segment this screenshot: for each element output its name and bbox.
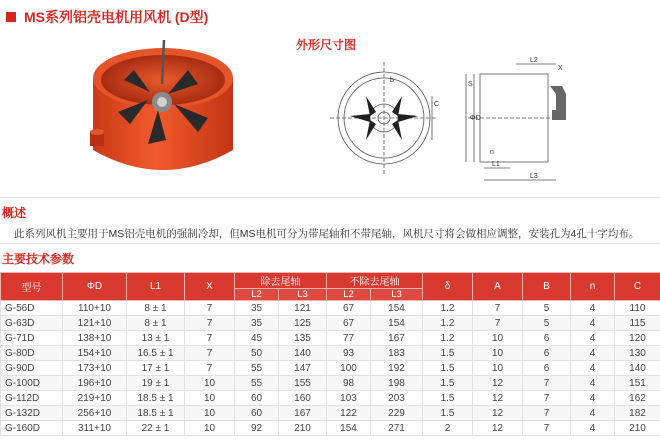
table-row xyxy=(1,406,660,421)
table-cell: 154 xyxy=(327,421,371,436)
table-row xyxy=(1,316,660,331)
table-row xyxy=(1,301,660,316)
label-l2: L2 xyxy=(530,57,538,64)
dimension-drawing xyxy=(330,56,650,188)
table-cell: 12 xyxy=(473,421,523,436)
table-cell: 50 xyxy=(235,346,279,361)
table-cell: 147 xyxy=(279,361,327,376)
overview-heading: 概述 xyxy=(2,206,27,220)
table-cell: 229 xyxy=(371,406,423,421)
table-cell: 210 xyxy=(615,421,660,436)
table-cell: 135 xyxy=(279,331,327,346)
model-cell: G-63D xyxy=(1,316,63,331)
table-cell: 4 xyxy=(571,346,615,361)
header-phi-d: ΦD xyxy=(63,273,127,301)
label-phi-d: ΦD xyxy=(470,115,481,122)
label-b: b xyxy=(390,77,394,84)
model-cell: G-132D xyxy=(1,406,63,421)
label-l3: L3 xyxy=(530,173,538,180)
label-x: X xyxy=(558,65,563,72)
header-delta: δ xyxy=(423,273,473,301)
table-cell: 1.2 xyxy=(423,316,473,331)
table-row xyxy=(1,376,660,391)
spec-table-body xyxy=(1,301,660,436)
table-cell: 120 xyxy=(615,331,660,346)
header-with-shaft: 除去尾轴 xyxy=(235,273,327,289)
table-cell: 12 xyxy=(473,406,523,421)
table-cell: 17 ± 1 xyxy=(127,361,185,376)
table-cell: 140 xyxy=(615,361,660,376)
table-cell: 7 xyxy=(473,301,523,316)
table-cell: 138+10 xyxy=(63,331,127,346)
table-cell: 8 ± 1 xyxy=(127,316,185,331)
page-title: MS系列铝壳电机用风机 (D型) xyxy=(24,9,209,25)
table-cell: 155 xyxy=(279,376,327,391)
table-cell: 10 xyxy=(473,361,523,376)
table-cell: 7 xyxy=(185,331,235,346)
table-cell: 7 xyxy=(185,316,235,331)
table-cell: 4 xyxy=(571,406,615,421)
table-cell: 160 xyxy=(279,391,327,406)
table-cell: 271 xyxy=(371,421,423,436)
table-cell: 130 xyxy=(615,346,660,361)
table-cell: 10 xyxy=(185,391,235,406)
table-cell: 16.5 ± 1 xyxy=(127,346,185,361)
table-cell: 7 xyxy=(185,361,235,376)
table-cell: 12 xyxy=(473,376,523,391)
table-cell: 10 xyxy=(185,376,235,391)
table-cell: 10 xyxy=(473,331,523,346)
header-model: 型号 xyxy=(1,273,63,301)
table-cell: 77 xyxy=(327,331,371,346)
model-cell: G-160D xyxy=(1,421,63,436)
page-title-bar xyxy=(6,7,208,27)
table-cell: 7 xyxy=(523,406,571,421)
table-cell: 18.5 ± 1 xyxy=(127,406,185,421)
table-cell: 122 xyxy=(327,406,371,421)
table-cell: 1.5 xyxy=(423,346,473,361)
model-cell: G-90D xyxy=(1,361,63,376)
model-cell: G-71D xyxy=(1,331,63,346)
model-cell: G-100D xyxy=(1,376,63,391)
header-l3-with-shaft: L3 xyxy=(279,289,327,301)
table-cell: 67 xyxy=(327,316,371,331)
table-cell: 167 xyxy=(371,331,423,346)
model-cell: G-112D xyxy=(1,391,63,406)
table-cell: 5 xyxy=(523,316,571,331)
table-cell: 311+10 xyxy=(63,421,127,436)
table-cell: 110+10 xyxy=(63,301,127,316)
table-cell: 110 xyxy=(615,301,660,316)
table-cell: 10 xyxy=(185,406,235,421)
header-c: C xyxy=(615,273,660,301)
divider xyxy=(0,197,660,198)
table-cell: 8 ± 1 xyxy=(127,301,185,316)
table-cell: 1.5 xyxy=(423,406,473,421)
header-l2-without-shaft: L2 xyxy=(327,289,371,301)
label-l1: L1 xyxy=(492,161,500,168)
header-l1: L1 xyxy=(127,273,185,301)
table-cell: 7 xyxy=(523,421,571,436)
table-cell: 55 xyxy=(235,361,279,376)
table-cell: 198 xyxy=(371,376,423,391)
table-cell: 210 xyxy=(279,421,327,436)
table-cell: 151 xyxy=(615,376,660,391)
table-cell: 167 xyxy=(279,406,327,421)
table-cell: 219+10 xyxy=(63,391,127,406)
table-cell: 183 xyxy=(371,346,423,361)
table-row xyxy=(1,391,660,406)
table-cell: 67 xyxy=(327,301,371,316)
table-cell: 154 xyxy=(371,301,423,316)
table-cell: 5 xyxy=(523,301,571,316)
table-cell: 182 xyxy=(615,406,660,421)
label-n: n xyxy=(490,149,494,156)
spec-table xyxy=(0,272,660,436)
table-cell: 7 xyxy=(185,301,235,316)
label-s: S xyxy=(468,81,473,88)
model-cell: G-80D xyxy=(1,346,63,361)
table-cell: 60 xyxy=(235,406,279,421)
table-cell: 12 xyxy=(473,391,523,406)
label-c: C xyxy=(434,101,440,108)
table-row xyxy=(1,346,660,361)
table-cell: 173+10 xyxy=(63,361,127,376)
table-cell: 4 xyxy=(571,316,615,331)
table-cell: 4 xyxy=(571,421,615,436)
table-cell: 1.5 xyxy=(423,376,473,391)
table-cell: 19 ± 1 xyxy=(127,376,185,391)
table-cell: 7 xyxy=(523,376,571,391)
table-cell: 35 xyxy=(235,301,279,316)
table-row xyxy=(1,331,660,346)
table-cell: 4 xyxy=(571,391,615,406)
table-cell: 13 ± 1 xyxy=(127,331,185,346)
table-cell: 45 xyxy=(235,331,279,346)
table-cell: 1.2 xyxy=(423,331,473,346)
table-cell: 196+10 xyxy=(63,376,127,391)
table-cell: 162 xyxy=(615,391,660,406)
header-l2-with-shaft: L2 xyxy=(235,289,279,301)
table-cell: 154+10 xyxy=(63,346,127,361)
params-heading: 主要技术参数 xyxy=(2,252,75,266)
table-cell: 192 xyxy=(371,361,423,376)
table-cell: 55 xyxy=(235,376,279,391)
header-without-shaft: 不除去尾轴 xyxy=(327,273,423,289)
table-cell: 1.5 xyxy=(423,391,473,406)
table-cell: 203 xyxy=(371,391,423,406)
table-cell: 10 xyxy=(473,346,523,361)
table-cell: 100 xyxy=(327,361,371,376)
header-n: n xyxy=(571,273,615,301)
table-cell: 256+10 xyxy=(63,406,127,421)
table-cell: 4 xyxy=(571,331,615,346)
title-square-icon xyxy=(6,12,16,22)
table-cell: 1.5 xyxy=(423,361,473,376)
overview-text: 此系列风机主要用于MS铝壳电机的强制冷却，但MS电机可分为带尾轴和不带尾轴，风机尺寸将会做相应调整，安装孔为4孔十字均布。 xyxy=(14,228,640,240)
dimension-drawing-label: 外形尺寸图 xyxy=(296,38,357,52)
divider xyxy=(0,243,660,244)
table-cell: 35 xyxy=(235,316,279,331)
table-cell: 7 xyxy=(523,391,571,406)
table-cell: 4 xyxy=(571,361,615,376)
table-cell: 7 xyxy=(473,316,523,331)
table-cell: 4 xyxy=(571,376,615,391)
table-cell: 115 xyxy=(615,316,660,331)
header-a: A xyxy=(473,273,523,301)
table-cell: 125 xyxy=(279,316,327,331)
table-cell: 7 xyxy=(185,346,235,361)
table-cell: 18.5 ± 1 xyxy=(127,391,185,406)
table-cell: 10 xyxy=(185,421,235,436)
table-cell: 154 xyxy=(371,316,423,331)
table-cell: 140 xyxy=(279,346,327,361)
table-cell: 2 xyxy=(423,421,473,436)
table-row xyxy=(1,421,660,436)
header-b: B xyxy=(523,273,571,301)
model-cell: G-56D xyxy=(1,301,63,316)
table-cell: 93 xyxy=(327,346,371,361)
fan-product-image xyxy=(88,40,238,190)
table-cell: 92 xyxy=(235,421,279,436)
table-cell: 60 xyxy=(235,391,279,406)
table-cell: 98 xyxy=(327,376,371,391)
table-cell: 103 xyxy=(327,391,371,406)
header-x: X xyxy=(185,273,235,301)
table-cell: 6 xyxy=(523,346,571,361)
table-row xyxy=(1,361,660,376)
table-cell: 1.2 xyxy=(423,301,473,316)
table-cell: 121 xyxy=(279,301,327,316)
table-cell: 6 xyxy=(523,331,571,346)
table-cell: 6 xyxy=(523,361,571,376)
table-cell: 22 ± 1 xyxy=(127,421,185,436)
header-l3-without-shaft: L3 xyxy=(371,289,423,301)
table-cell: 121+10 xyxy=(63,316,127,331)
table-cell: 4 xyxy=(571,301,615,316)
